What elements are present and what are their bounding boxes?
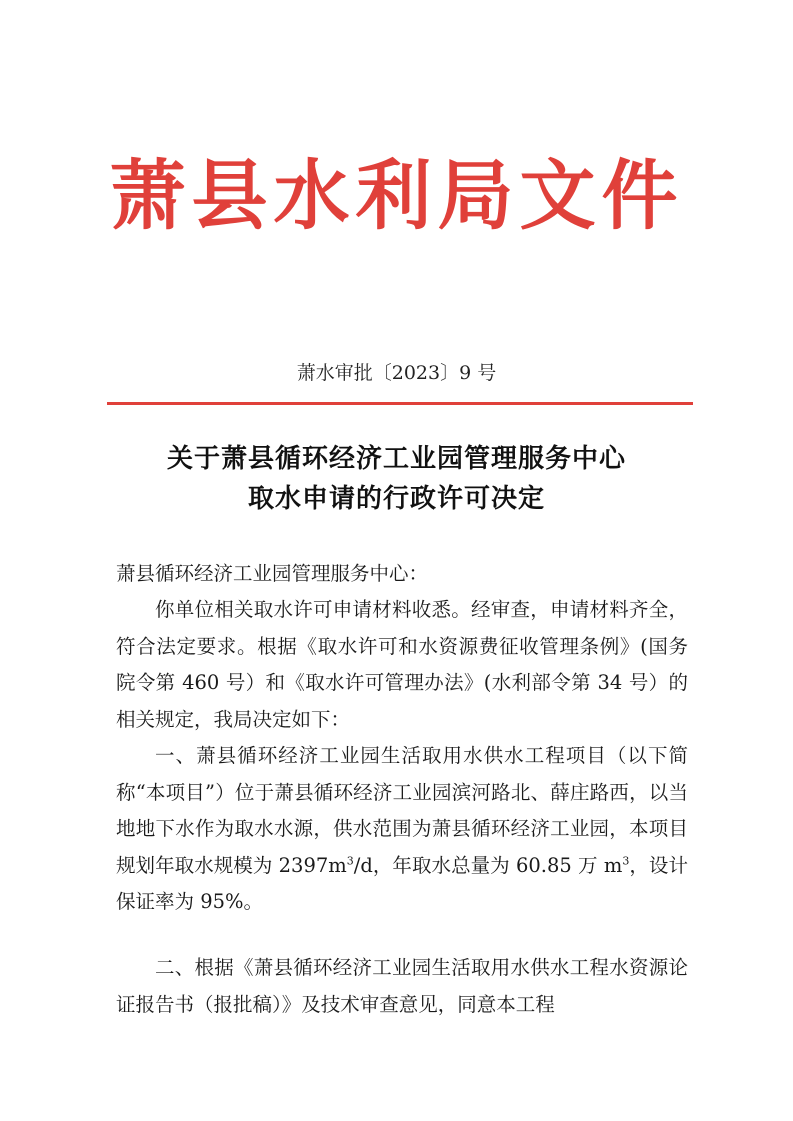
addressee: 萧县循环经济工业园管理服务中心： bbox=[116, 562, 429, 585]
masthead-title: 萧县水利局文件 bbox=[109, 151, 684, 240]
document-number: 萧水审批〔2023〕9 号 bbox=[296, 362, 497, 384]
paragraph-2 bbox=[116, 738, 688, 921]
document-title-line-1: 关于萧县循环经济工业园管理服务中心 bbox=[166, 444, 626, 474]
superscript-cubic-2: 3 bbox=[622, 854, 630, 867]
paragraph-2-part-c: ，设计保证率为 95%。 bbox=[116, 853, 688, 913]
paragraph-2-part-a: 一、萧县循环经济工业园生活取用水供水工程项目（以下简称“本项目”）位于萧县循环经济工业园滨河路北、薛庄路西，以当地地下水作为取水水源，供水范围为萧县循环经济工业园，本项目规划年取水规模为 2397m bbox=[116, 744, 688, 877]
paragraph-1: 你单位相关取水许可申请材料收悉。经审查，申请材料齐全，符合法定要求。根据《取水许可和水资源费征收管理条例》(国务院令第 460 号）和《取水许可管理办法》(水利部令第 34 号）的相关规定，我局决定如下： bbox=[116, 598, 688, 731]
document-title-line-2: 取水申请的行政许可决定 bbox=[247, 484, 545, 514]
superscript-cubic-1: 3 bbox=[346, 854, 354, 867]
red-divider-line bbox=[107, 402, 693, 405]
paragraph-2-part-b: /d，年取水总量为 60.85 万 m bbox=[353, 853, 623, 877]
paragraph-3: 二、根据《萧县循环经济工业园生活取用水供水工程水资源论证报告书（报批稿）》及技术审查意见，同意本工程 bbox=[116, 956, 688, 1016]
